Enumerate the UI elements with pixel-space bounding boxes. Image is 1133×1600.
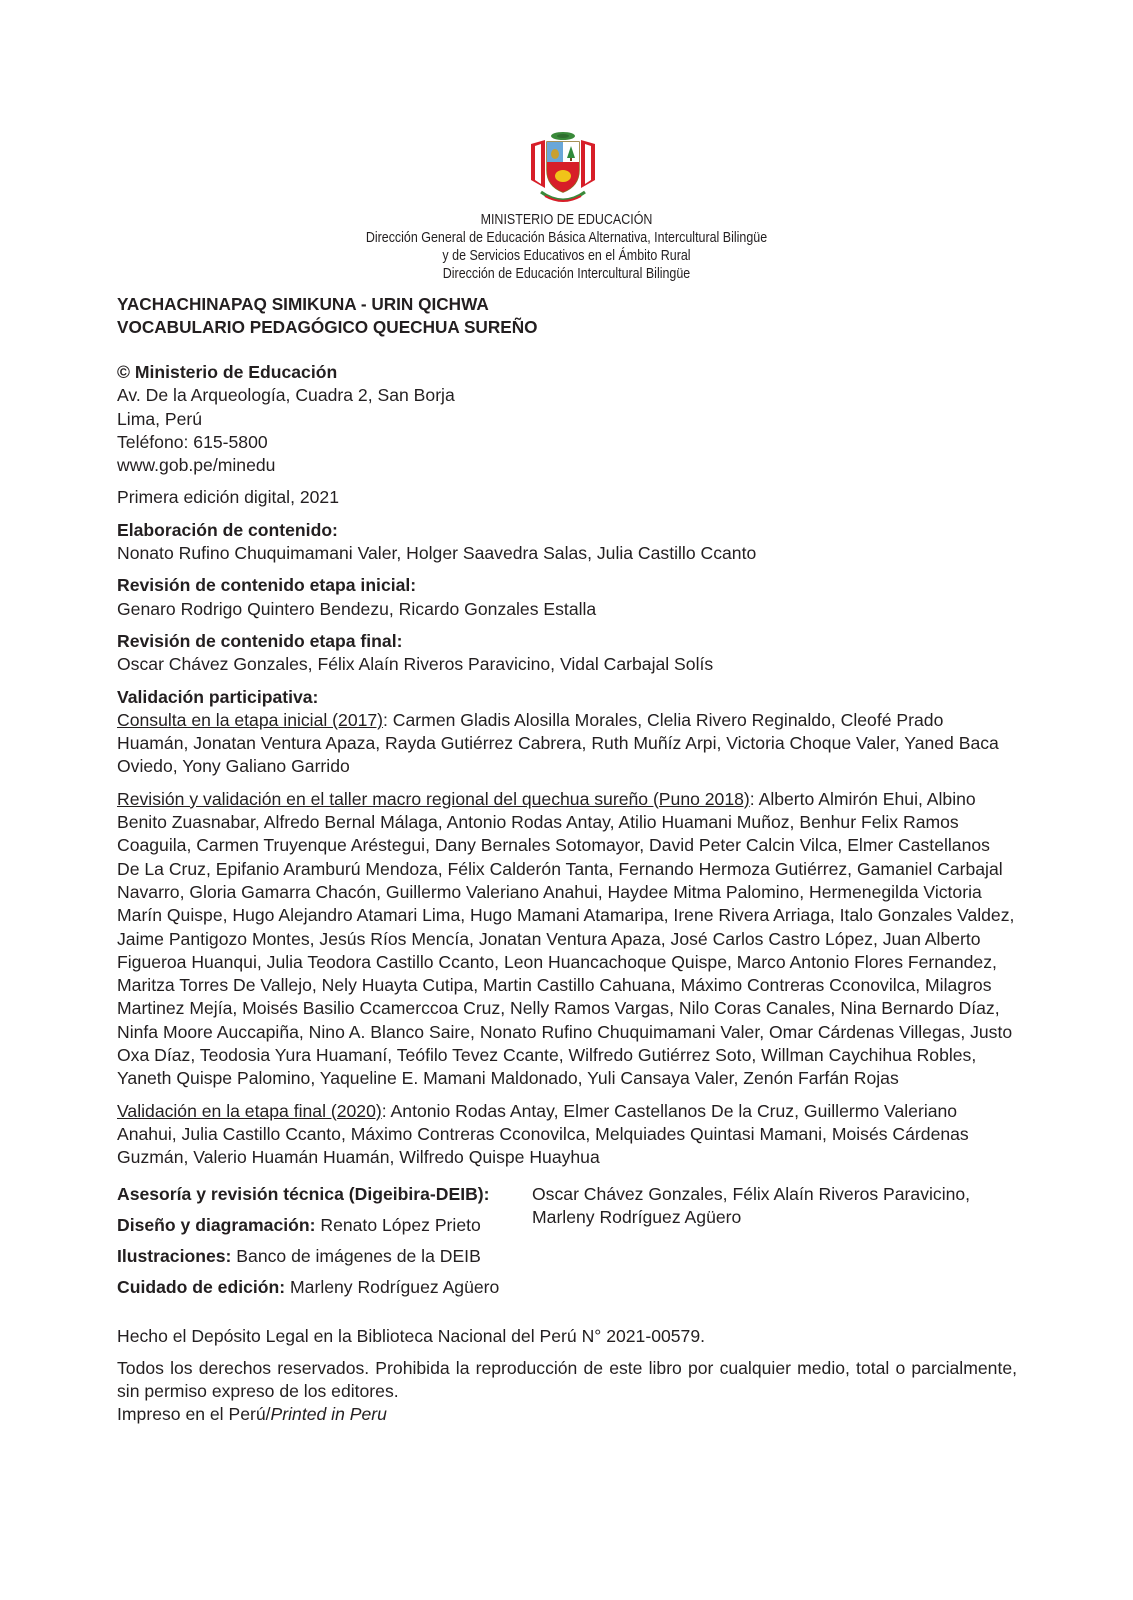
taller-names: : Alberto Almirón Ehui, Albino Benito Zuasnabar, Alfredo Bernal Málaga, Antonio Rodas Antay, Atilio Huamani Muñoz, Benhur Felix Ramos Coaguila, Carmen Truyenque Aréstegui, Dany Bernales Sotomayor, David Peter Calcin Vilca, Elmer Castellanos De La Cruz, Epifanio Aramburú Mendoza, Félix Calderón Tanta, Fernando Hermoza Gutiérrez, Gamaniel Carbajal Navarro, Gloria Gamarra Chacón, Guillermo Valeriano Anahui, Haydee Mitma Palomino, Hermenegilda Victoria Marín Quispe, Hugo Alejandro Atamari Lima, Hugo Mamani Atamaripa, Irene Rivera Arriaga, Italo Gonzales Valdez, Jaime Pantigozo Montes, Jesús Ríos Mencía, Jonatan Ventura Apaza, José Carlos Castro López, Juan Alberto Figueroa Huanqui, Julia Teodora Castillo Ccanto, Leon Huancachoque Quispe, Marco Antonio Flores Fernandez, Maritza Torres De Vallejo, Nely Huayta Cutipa, Martin Castillo Cahuana, Máximo Contreras Cconovilca, Milagros Martinez Mejía, Moisés Basilio Ccamerccoa Cruz, Nelly Ramos Vargas, Nilo Coras Canales, Nina Bernardo Díaz, Ninfa Moore Auccapiña, Nino A. Blanco Saire, Nonato Rufino Chuquimamani Valer, Omar Cárdenas Villegas, Justo Oxa Díaz, Teodosia Yura Huamaní, Teófilo Tevez Ccante, Wilfredo Gutiérrez Soto, Willman Caychihua Robles, Yaneth Quispe Palomino, Yaqueline E. Mamani Maldonado, Yuli Cansaya Valer, Zenón Farfán Rojas xyxy=(117,788,1015,1089)
title-quechua: YACHACHINAPAQ SIMIKUNA - URIN QICHWA xyxy=(117,294,489,314)
review-final-label: Revisión de contenido etapa final: xyxy=(117,630,403,651)
legal-deposit: Hecho el Depósito Legal en la Biblioteca Nacional del Perú N° 2021-00579. xyxy=(117,1325,706,1346)
publisher-address: Av. De la Arqueología, Cuadra 2, San Borja xyxy=(117,385,455,406)
editing-label: Cuidado de edición: xyxy=(117,1276,286,1297)
illustrations-value: Banco de imágenes de la DEIB xyxy=(231,1245,481,1266)
direction-general-cont: y de Servicios Educativos en el Ámbito Rural xyxy=(442,248,691,264)
final-names: : Antonio Rodas Antay, Elmer Castellanos De la Cruz, Guillermo Valeriano Anahui, Julia Castillo Ccanto, Máximo Contreras Cconovilca, Melquiades Quintasi Mamani, Moisés Cárdenas Guzmán, Valerio Huamán Huamán, Wilfredo Quispe Huayhua xyxy=(117,1100,969,1168)
publisher-name: © Ministerio de Educación xyxy=(117,362,338,382)
ministry-name: MINISTERIO DE EDUCACIÓN xyxy=(480,212,653,228)
publisher-phone: Teléfono: 615-5800 xyxy=(117,431,268,452)
peru-coat-of-arms-logo xyxy=(527,130,599,208)
final-label: Validación en la etapa final (2020) xyxy=(117,1100,382,1121)
validation-final xyxy=(117,1100,1017,1170)
advisory-label: Asesoría y revisión técnica (Digeibira-DEIB): xyxy=(117,1183,490,1204)
edition: Primera edición digital, 2021 xyxy=(117,487,340,508)
consulta-label: Consulta en la etapa inicial (2017) xyxy=(117,709,384,730)
direction-general: Dirección General de Educación Básica Alternativa, Intercultural Bilingüe xyxy=(365,230,768,246)
direction-deib: Dirección de Educación Intercultural Bilingüe xyxy=(442,266,691,282)
printed-in xyxy=(117,1403,1017,1426)
validation-label: Validación participativa: xyxy=(117,686,319,707)
taller-label: Revisión y validación en el taller macro regional del quechua sureño (Puno 2018) xyxy=(117,788,750,809)
main-content xyxy=(117,293,1017,1427)
consulta-names: : Carmen Gladis Alosilla Morales, Clelia Rivero Reginaldo, Cleofé Prado Huamán, Jonatan Ventura Apaza, Rayda Gutiérrez Cabrera, Ruth Muñíz Arpi, Victoria Choque Valer, Yaned Baca Oviedo, Yony Galiano Garrido xyxy=(117,709,999,777)
title-spanish: VOCABULARIO PEDAGÓGICO QUECHUA SUREÑO xyxy=(117,317,538,337)
design-name: Renato López Prieto xyxy=(315,1214,481,1235)
printed-en: Printed in Peru xyxy=(270,1404,387,1425)
validation-taller xyxy=(117,788,1017,1091)
editing-row xyxy=(117,1276,499,1299)
review-final-names: Oscar Chávez Gonzales, Félix Alaín Riveros Paravicino, Vidal Carbajal Solís xyxy=(117,654,714,675)
printed-es: Impreso en el Perú/ xyxy=(117,1404,271,1425)
advisory-row xyxy=(117,1183,490,1206)
elaboration-names: Nonato Rufino Chuquimamani Valer, Holger Saavedra Salas, Julia Castillo Ccanto xyxy=(117,543,757,564)
ministry-header xyxy=(337,211,795,283)
illustrations-row xyxy=(117,1245,481,1268)
publisher-city: Lima, Perú xyxy=(117,408,203,429)
rights-notice: Todos los derechos reservados. Prohibida la reproducción de este libro por cualquier medio, total o parcialmente, sin permiso expreso de los editores. xyxy=(117,1357,1017,1402)
design-row xyxy=(117,1214,481,1237)
elaboration-label: Elaboración de contenido: xyxy=(117,519,338,540)
review-initial-label: Revisión de contenido etapa inicial: xyxy=(117,575,417,596)
review-initial-names: Genaro Rodrigo Quintero Bendezu, Ricardo Gonzales Estalla xyxy=(117,598,597,619)
credits-block xyxy=(117,1183,1017,1323)
design-label: Diseño y diagramación: xyxy=(117,1214,316,1235)
publisher-website: www.gob.pe/minedu xyxy=(117,455,276,476)
editing-name: Marleny Rodríguez Agüero xyxy=(285,1276,500,1297)
validation-consulta xyxy=(117,709,1017,779)
illustrations-label: Ilustraciones: xyxy=(117,1245,232,1266)
advisory-names: Oscar Chávez Gonzales, Félix Alaín Riveros Paravicino, Marleny Rodríguez Agüero xyxy=(532,1183,971,1227)
